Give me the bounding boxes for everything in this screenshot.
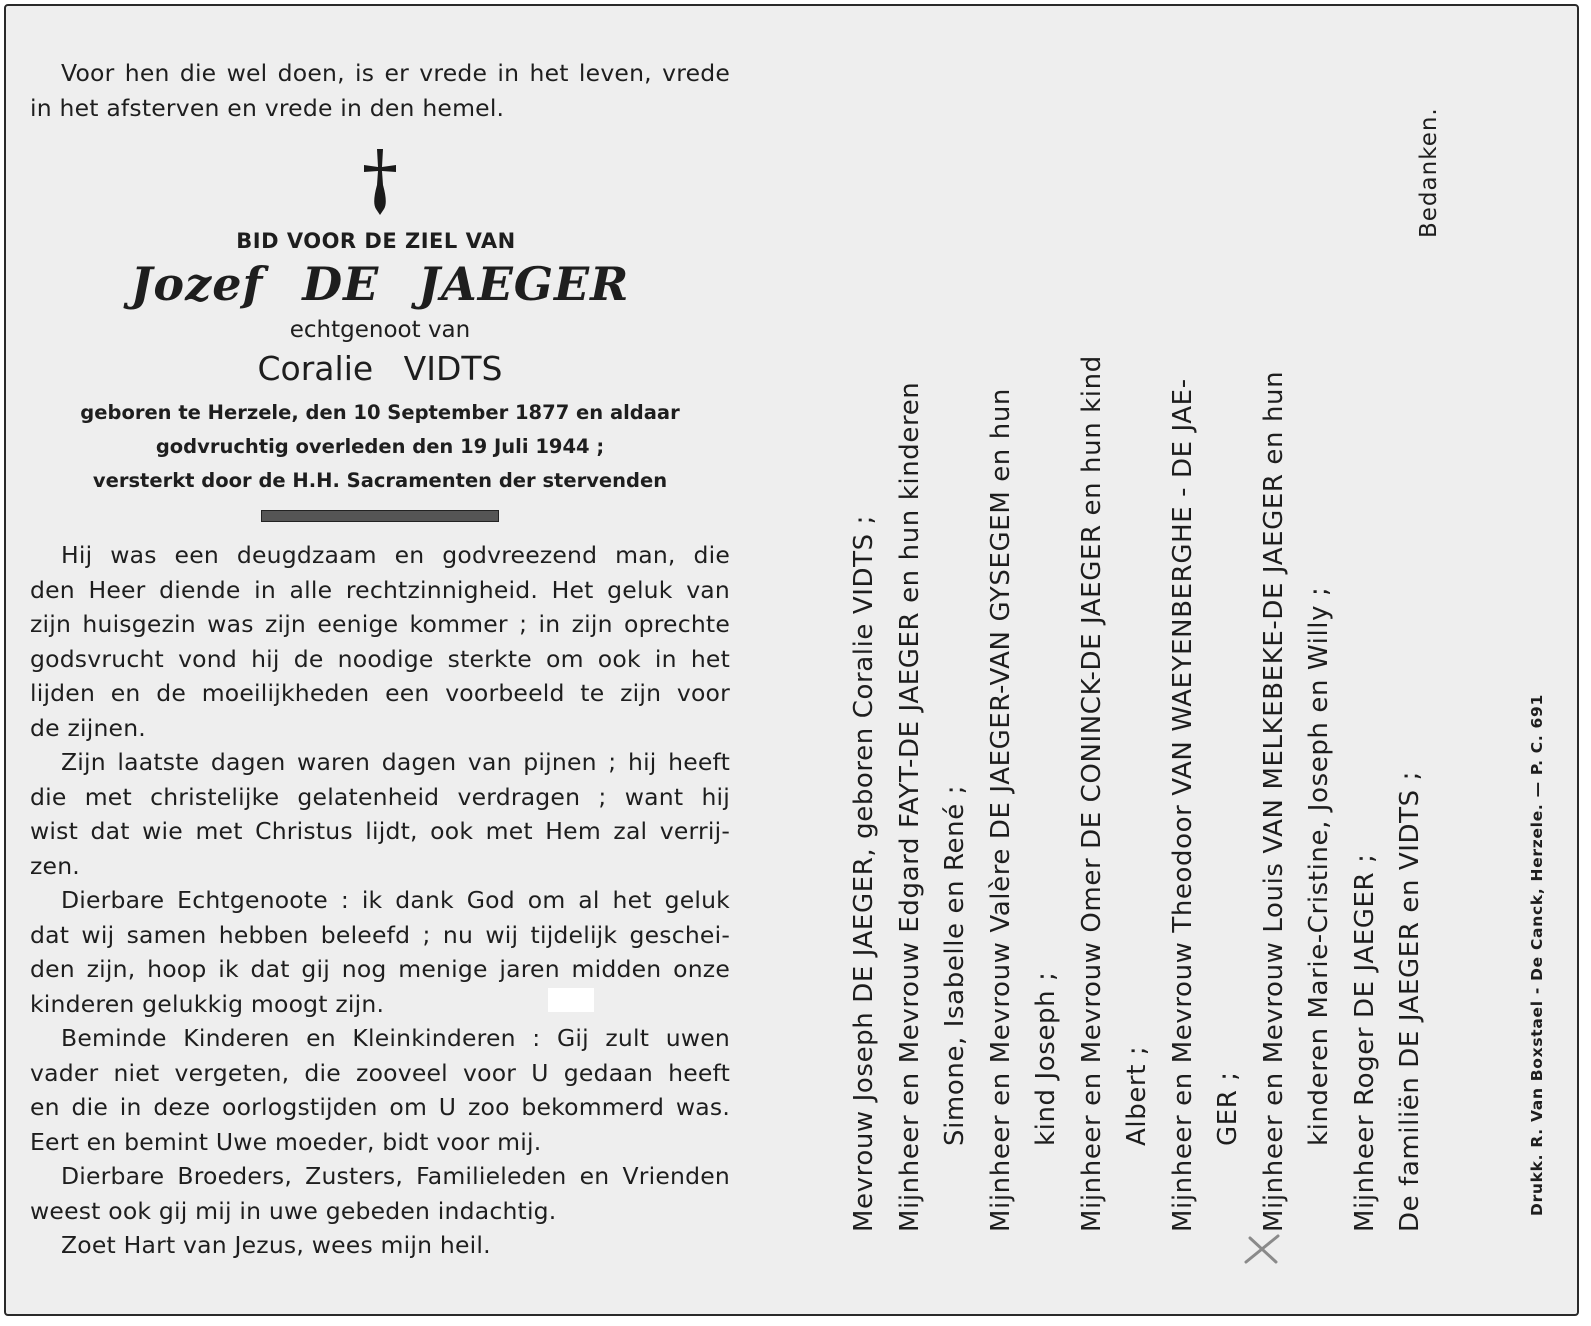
dates-line: godvruchtig overleden den 19 Juli 1944 ; xyxy=(155,435,605,458)
spouse-intro: echtgenoot van xyxy=(289,317,471,343)
dates-block xyxy=(30,396,730,498)
family-line: Mijnheer Roger DE JAEGER ; xyxy=(1349,853,1380,1232)
pencil-cross-mark xyxy=(1242,1232,1282,1266)
spouse-name: Coralie VIDTS xyxy=(257,349,503,388)
family-list xyxy=(842,72,1434,1232)
body-line: die met christelijke gelatenheid verdragen ; want hij xyxy=(30,782,730,811)
body-line: weest ook gij mij in uwe gebeden indachtig. xyxy=(30,1196,557,1225)
body-line: kinderen gelukkig moogt zijn. xyxy=(30,989,385,1018)
dates-line: geboren te Herzele, den 10 September 1877 en aldaar xyxy=(80,401,680,424)
body-line: Zijn laatste dagen waren dagen van pijnen ; hij heeft xyxy=(61,748,730,776)
family-line: Mijnheer en Mevrouw Edgard FAYT-DE JAEGER en hun kinderen xyxy=(894,381,925,1232)
body-line: wist dat wie met Christus lijdt, ook met Hem zal verrij- xyxy=(30,817,730,845)
deceased-name: Jozef DE JAEGER xyxy=(130,257,630,311)
family-line: Mijnheer en Mevrouw Louis VAN MELKEBEKE-DE JAEGER en hun xyxy=(1258,370,1289,1232)
body-line: Dierbare Echtgenoote : ik dank God om al het geluk xyxy=(61,886,730,914)
prayer-heading: BID VOOR DE ZIEL VAN xyxy=(236,229,516,253)
family-line: kinderen Marie-Cristine, Joseph en Willy ; xyxy=(1304,586,1334,1146)
thanks-text: Bedanken. xyxy=(1416,107,1442,238)
printer-credit: Drukk. R. Van Boxstael - De Canck, Herzele. — P. C. 691 xyxy=(1528,693,1546,1216)
epigraph-line: Voor hen die wel doen, is er vrede in het leven, vrede xyxy=(61,59,730,87)
body-line: zijn huisgezin was zijn eenige kommer ; in zijn oprechte xyxy=(30,610,730,638)
tape-patch xyxy=(548,988,594,1012)
family-line: Simone, Isabelle en René ; xyxy=(940,784,970,1146)
body-line: vader niet vergeten, die zooveel voor U gedaan heeft xyxy=(30,1058,730,1087)
family-line: De familiën DE JAEGER en VIDTS ; xyxy=(1395,771,1425,1232)
body-line: lijden en de moeilijkheden een voorbeeld te zijn voor xyxy=(30,679,730,707)
family-line: Mijnheer en Mevrouw Omer DE CONINCK-DE JAEGER en hun kind xyxy=(1076,355,1107,1232)
memorial-card xyxy=(4,4,1579,1316)
body-line: zen. xyxy=(30,851,80,880)
body-line: Hij was een deugdzaam en godvreezend man, die xyxy=(61,541,730,569)
body-line: de zijnen. xyxy=(30,713,146,742)
body-line: godsvrucht vond hij de noodige sterkte om ook in het xyxy=(30,644,730,673)
dates-line: versterkt door de H.H. Sacramenten der stervenden xyxy=(92,469,668,492)
epigraph-line: in het afsterven en vrede in den hemel. xyxy=(30,93,505,122)
left-panel xyxy=(30,56,730,1263)
body-line: Zoet Hart van Jezus, wees mijn heil. xyxy=(61,1231,491,1259)
body-line: den zijn, hoop ik dat gij nog menige jaren midden onze xyxy=(30,955,730,983)
body-line: en die in deze oorlogstijden om U zoo bekommerd was. xyxy=(30,1093,730,1121)
body-text xyxy=(30,538,730,1263)
family-line: Mevrouw Joseph DE JAEGER, geboren Coralie VIDTS ; xyxy=(849,515,879,1232)
body-line: dat wij samen hebben beleefd ; nu wij tijdelijk geschei- xyxy=(30,920,730,949)
family-line: Mijnheer en Mevrouw Theodoor VAN WAEYENBERGHE - DE JAE- xyxy=(1167,378,1198,1232)
family-line: Mijnheer en Mevrouw Valère DE JAEGER-VAN GYSEGEM en hun xyxy=(985,388,1016,1232)
family-line: kind Joseph ; xyxy=(1031,971,1061,1146)
divider-bar xyxy=(261,510,499,522)
family-line: Albert ; xyxy=(1122,1045,1152,1146)
body-line: Beminde Kinderen en Kleinkinderen : Gij zult uwen xyxy=(61,1024,730,1052)
family-line: GER ; xyxy=(1213,1071,1243,1146)
body-line: Dierbare Broeders, Zusters, Familieleden en Vrienden xyxy=(61,1162,730,1190)
body-line: den Heer diende in alle rechtzinnigheid. Het geluk van xyxy=(30,575,730,604)
body-line: Eert en bemint Uwe moeder, bidt voor mij. xyxy=(30,1127,542,1156)
cross-icon xyxy=(360,147,400,217)
